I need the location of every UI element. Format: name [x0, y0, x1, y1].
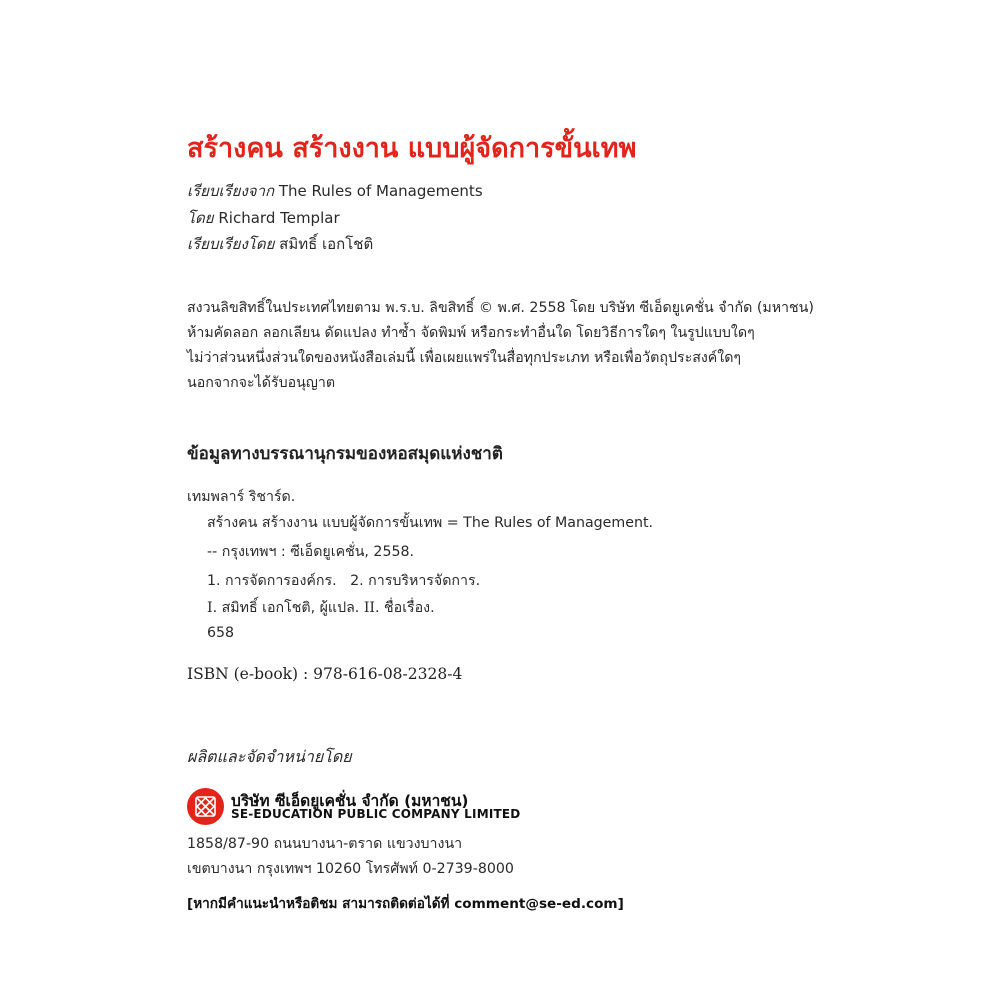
copyright-line: ห้ามคัดลอก ลอกเลียน ดัดแปลง ทำซ้ำ จัดพิมพ์ หรือกระทำอื่นใด โดยวิธีการใดๆ ในรูปแบบใดๆ: [187, 325, 755, 341]
cip-title: สร้างคน สร้างงาน แบบผู้จัดการขั้นเทพ = The Rules of Management.: [207, 515, 654, 531]
se-ed-logo-icon: [187, 788, 224, 825]
isbn: ISBN (e-book) : 978-616-08-2328-4: [187, 665, 463, 683]
credit-source-label: เรียบเรียงจาก: [187, 182, 275, 200]
credit-compiler-value: สมิทธิ์ เอกโชติ: [279, 235, 374, 253]
credit-source: [187, 179, 483, 203]
roman-numeral-1: I.: [207, 600, 218, 616]
company-name-english: SE-EDUCATION PUBLIC COMPANY LIMITED: [231, 807, 521, 821]
cip-subjects: 1. การจัดการองค์กร. 2. การบริหารจัดการ.: [207, 573, 481, 589]
cip-class-number: 658: [207, 625, 235, 641]
copyright-line: ไม่ว่าส่วนหนึ่งส่วนใดของหนังสือเล่มนี้ เพื่อเผยแพร่ในสื่อทุกประเภท หรือเพื่อวัตถุประสงค์ใดๆ: [187, 350, 742, 366]
credit-source-value: The Rules of Managements: [278, 182, 483, 200]
cip-imprint: -- กรุงเทพฯ : ซีเอ็ดยูเคชั่น, 2558.: [207, 544, 415, 560]
credit-author: [187, 206, 340, 230]
book-title: สร้างคน สร้างงาน แบบผู้จัดการขั้นเทพ: [187, 133, 637, 164]
company-name-thai: บริษัท ซีเอ็ดยูเคชั่น จำกัด (มหาชน): [231, 792, 469, 810]
added-entry-2: ชื่อเรื่อง.: [384, 600, 435, 616]
credit-compiler: [187, 232, 373, 256]
address-line: 1858/87-90 ถนนบางนา-ตราด แขวงบางนา: [187, 836, 463, 852]
copyright-line: สงวนลิขสิทธิ์ในประเทศไทยตาม พ.ร.บ. ลิขสิทธิ์ © พ.ศ. 2558 โดย บริษัท ซีเอ็ดยูเคชั่น จำกัด (มหาชน): [187, 300, 814, 316]
cip-added-entries: [207, 597, 435, 619]
credit-author-value: Richard Templar: [218, 209, 340, 227]
credit-compiler-label: เรียบเรียงโดย: [187, 235, 275, 253]
publisher-label: ผลิตและจัดจำหน่ายโดย: [187, 747, 352, 766]
added-entry-1: สมิทธิ์ เอกโชติ, ผู้แปล.: [221, 600, 360, 616]
cip-author: เทมพลาร์ ริชาร์ด.: [187, 489, 296, 505]
copyright-line: นอกจากจะได้รับอนุญาต: [187, 375, 336, 391]
contact-note: [หากมีคำแนะนำหรือติชม สามารถติดต่อได้ที่ comment@se-ed.com]: [187, 896, 624, 912]
roman-numeral-2: II.: [363, 600, 380, 616]
cip-heading: ข้อมูลทางบรรณานุกรมของหอสมุดแห่งชาติ: [187, 444, 503, 464]
credit-author-label: โดย: [187, 209, 214, 227]
address-line: เขตบางนา กรุงเทพฯ 10260 โทรศัพท์ 0-2739-8000: [187, 861, 514, 877]
